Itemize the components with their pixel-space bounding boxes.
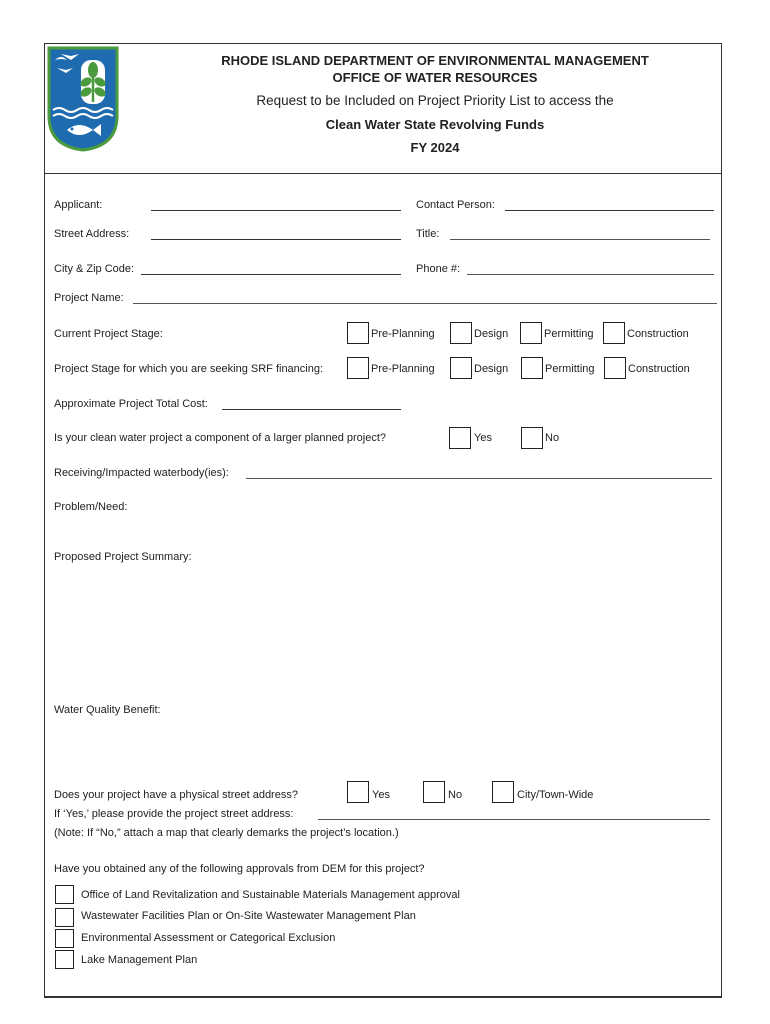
summary-label: Proposed Project Summary:: [54, 551, 192, 563]
city-zip-field[interactable]: [141, 274, 401, 275]
waterbody-label: Receiving/Impacted waterbody(ies):: [54, 467, 229, 479]
approval-land-revitalization-checkbox[interactable]: [55, 885, 74, 904]
seeking-construction-label: Construction: [628, 363, 690, 375]
larger-project-no-label: No: [545, 432, 560, 444]
approval-lake-management-label: Lake Management Plan: [81, 954, 198, 966]
total-cost-field[interactable]: [222, 409, 401, 410]
waterbody-field[interactable]: [246, 478, 712, 479]
seeking-design-label: Design: [474, 363, 509, 375]
larger-project-label: Is your clean water project a component of a larger planned project?: [54, 432, 387, 444]
title-label: Title:: [416, 228, 440, 240]
street-note: (Note: If “No,” attach a map that clearly demarks the project’s location.): [54, 827, 399, 839]
seeking-permitting-label: Permitting: [545, 363, 595, 375]
current-permitting-checkbox[interactable]: [520, 322, 542, 344]
ri-dem-seal-logo: [47, 46, 119, 152]
header-line1: RHODE ISLAND DEPARTMENT OF ENVIRONMENTAL MANAGEMENT: [221, 53, 649, 68]
approval-wastewater-plan-label: Wastewater Facilities Plan or On-Site Wastewater Management Plan: [81, 910, 416, 922]
seeking-permitting-checkbox[interactable]: [521, 357, 543, 379]
current-permitting-label: Permitting: [544, 328, 594, 340]
city-zip-label: City & Zip Code:: [54, 263, 135, 275]
header-line3: Request to be Included on Project Priority List to access the: [256, 93, 614, 108]
total-cost-label: Approximate Project Total Cost:: [54, 398, 208, 410]
street-if-yes-label: If ‘Yes,’ please provide the project street address:: [54, 808, 294, 820]
current-design-checkbox[interactable]: [450, 322, 472, 344]
approval-land-revitalization-label: Office of Land Revitalization and Sustainable Materials Management approval: [81, 889, 460, 901]
current-stage-label: Current Project Stage:: [54, 328, 163, 340]
approval-environmental-assessment-label: Environmental Assessment or Categorical Exclusion: [81, 932, 336, 944]
current-construction-checkbox[interactable]: [603, 322, 625, 344]
phone-field[interactable]: [467, 274, 714, 275]
larger-project-no-checkbox[interactable]: [521, 427, 543, 449]
title-field[interactable]: [450, 239, 710, 240]
form-frame: [44, 43, 722, 998]
approval-lake-management-checkbox[interactable]: [55, 950, 74, 969]
approval-wastewater-plan-checkbox[interactable]: [55, 908, 74, 927]
seeking-stage-label: Project Stage for which you are seeking SRF financing:: [54, 363, 324, 375]
street-yes-label: Yes: [372, 789, 390, 801]
applicant-field[interactable]: [151, 210, 401, 211]
street-no-checkbox[interactable]: [423, 781, 445, 803]
quality-label: Water Quality Benefit:: [54, 704, 161, 716]
header-divider: [44, 173, 722, 174]
street-address-field[interactable]: [151, 239, 401, 240]
street-question-label: Does your project have a physical street address?: [54, 789, 298, 801]
current-preplanning-checkbox[interactable]: [347, 322, 369, 344]
street-no-label: No: [448, 789, 463, 801]
approvals-question: Have you obtained any of the following approvals from DEM for this project?: [54, 863, 425, 875]
header-line4: Clean Water State Revolving Funds: [325, 117, 545, 132]
project-name-label: Project Name:: [54, 292, 124, 304]
current-design-label: Design: [474, 328, 509, 340]
street-address-label: Street Address:: [54, 228, 130, 240]
approval-environmental-assessment-checkbox[interactable]: [55, 929, 74, 948]
header-line2: OFFICE OF WATER RESOURCES: [332, 70, 538, 85]
phone-label: Phone #:: [416, 263, 461, 275]
street-citywide-label: City/Town-Wide: [517, 789, 594, 801]
seeking-design-checkbox[interactable]: [450, 357, 472, 379]
project-name-field[interactable]: [133, 303, 717, 304]
larger-project-yes-checkbox[interactable]: [449, 427, 471, 449]
seeking-construction-checkbox[interactable]: [604, 357, 626, 379]
current-construction-label: Construction: [627, 328, 689, 340]
project-street-address-field[interactable]: [318, 819, 710, 820]
larger-project-yes-label: Yes: [474, 432, 492, 444]
street-citywide-checkbox[interactable]: [492, 781, 514, 803]
street-yes-checkbox[interactable]: [347, 781, 369, 803]
problem-label: Problem/Need:: [54, 501, 128, 513]
current-preplanning-label: Pre-Planning: [371, 328, 435, 340]
seeking-preplanning-checkbox[interactable]: [347, 357, 369, 379]
applicant-label: Applicant:: [54, 199, 103, 211]
contact-person-label: Contact Person:: [416, 199, 495, 211]
seeking-preplanning-label: Pre-Planning: [371, 363, 435, 375]
header-line5: FY 2024: [410, 140, 460, 155]
contact-person-field[interactable]: [505, 210, 714, 211]
